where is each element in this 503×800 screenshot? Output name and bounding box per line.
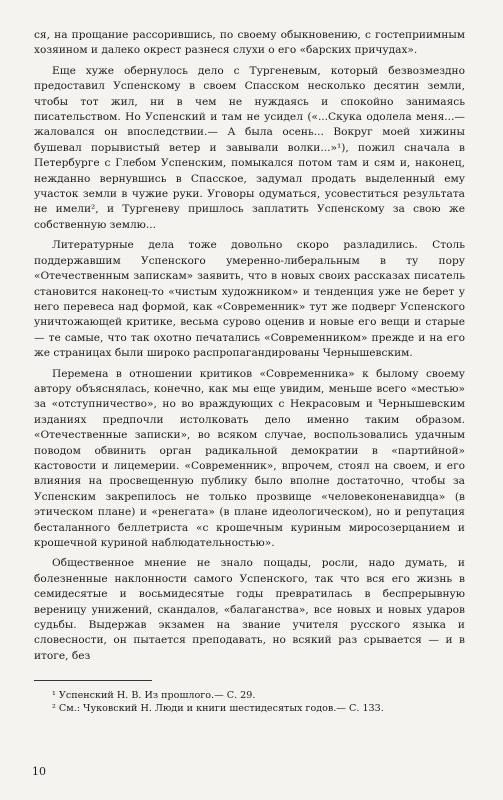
paragraph-literary-affairs: Литературные дела тоже довольно скоро разладились. Столь поддержавшим Успенского умеренно-либеральным в ту пору «Отечественным запискам» заявить, что в новых своих рассказах писатель становится наконец-то «чистым художником» и тенденция уже не берет у него перевеса над формой, как «Современник» тут же подверг Успенского уничтожающей критике, весьма сурово оценив и новые его вещи и старые — те самые, что так охотно печатались «Современником» прежде и на его же страницах были широко распропагандированы Чернышевским. bbox=[34, 239, 465, 360]
page-number: 10 bbox=[32, 765, 46, 778]
paragraph-critics: Перемена в отношении критиков «Современника» к былому своему автору объяснялась, конечно, как мы еще увидим, меньше всего «местью» за «отступничество», но во враждующих с Некрасовым и Чернышевским изданиях предпочли истолковать дело именно таким образом. «Отечественные записки», во всяком случае, воспользовались удачным поводом обвинить орган радикальной демократии в «партийной» кастовости и лицемерии. «Современник», впрочем, стоял на своем, и его влияния на просвещенную публику было вполне достаточно, чтобы за Успенским закрепилось не только прозвище «человеконенавидца» (в этическом плане) и «ренегата» (в плане идеологическом), но и репутация бесталанного беллетриста «с крошечным куриным миросозерцанием и крошечной куриной наблюдательностью». bbox=[34, 367, 465, 549]
footnote-1: ¹ Успенский Н. В. Из прошлого.— С. 29. bbox=[52, 690, 256, 702]
footnote-2: ² См.: Чуковский Н. Люди и книги шестидесятых годов.— С. 133. bbox=[52, 703, 384, 715]
paragraph-continuation: ся, на прощание рассорившись, по своему обыкновению, с гостеприимным хозяином и далеко окрест разнеся слухи о его «барских причудах». bbox=[34, 29, 465, 57]
footnote-divider bbox=[34, 680, 152, 681]
paragraph-public-opinion: Общественное мнение не знало пощады, росли, надо думать, и болезненные наклонности самого Успенского, так что вся его жизнь в семидесятые и восьмидесятые годы превратилась в беспрерывную вереницу унижений, скандалов, «балаганства», все новых и новых ударов судьбы. Выдержав экзамен на звание учителя русского языка и словесности, он пытается преподавать, но всякий раз срывается — и в итоге, без bbox=[34, 557, 465, 662]
paragraph-turgenev: Еще хуже обернулось дело с Тургеневым, который безвозмездно предоставил Успенскому в своем Спасском несколько десятин земли, чтобы тот жил, ни в чем не нуждаясь и спокойно занимаясь писательством. Но Успенский и там не усидел («...Скука одолела меня...— жаловался он впоследствии.— А была осень... Вокруг моей хижины бушевал порывистый ветер и завывали волки...»¹), пожил сначала в Петербурге с Глебом Успенским, помыкался потом там и сям и, наконец, нежданно вернувшись в Спасское, задумал продать выделенный ему участок земли в чужие руки. Уговоры одуматься, усовеститься результата не имели², и Тургеневу пришлось заплатить Успенскому за свою же собственную землю... bbox=[34, 64, 465, 231]
